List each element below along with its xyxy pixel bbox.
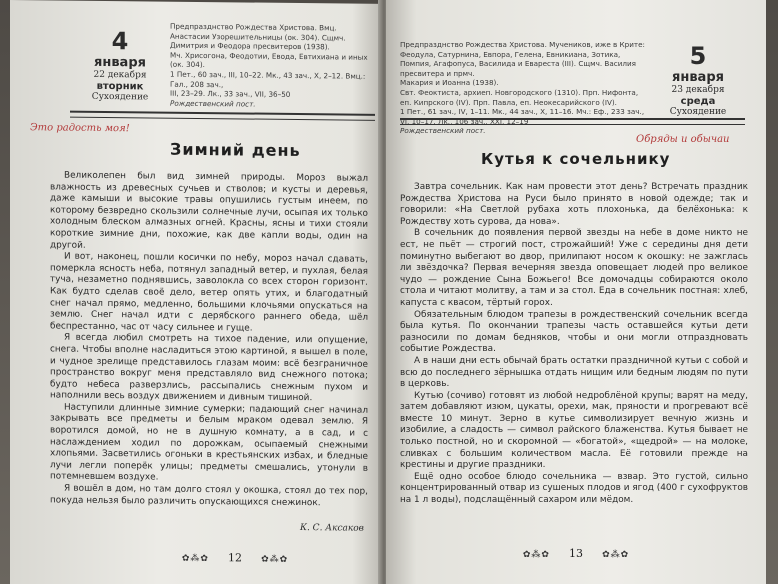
left-header-line: Мч. Хрисогона, Феодотии, Евода, Евтихиана и иных (ок. 304). — [170, 50, 368, 70]
right-header-line: Предпразднство Рождества Христова. Мучеников, иже в Крите: Феодула, Сатурнина, Евпора, Гелена, Евникиана, Зотика, Помпия, Агафопуса, Василида и Евареста (III). Сщмч. Василия пресвитера и прмч. — [400, 40, 645, 78]
right-paragraph: Ещё одно особое блюдо сочельника — взвар. Это густой, сильно концентрированный отвар из сушеных плодов и ягод (400 г сухофруктов на 1 л воды), подслащённый сахаром или мёдом. — [400, 471, 748, 506]
right-paragraph: А в наши дни есть обычай брать остатки праздничной кутьи с собой и всю до последнего зёрнышка отдать нищим или бедным людям по пути в церковь. — [400, 355, 748, 390]
left-paragraph: Я вошёл в дом, но там долго стоял у окошка, стоял до тех пор, покуда нельзя было различить опускающихся снежинок. — [50, 483, 368, 508]
right-paragraph: Завтра сочельник. Как нам провести этот день? Встречать праздник Рождества Христова на Руси было принято в новой одежде; так и говорили: «На Светлой рубаха хоть плохонька, да белёхонька: к Рождеству хоть сурова, да нова». — [400, 182, 748, 227]
left-author: К. С. Аксаков — [300, 523, 364, 534]
left-header-rule — [70, 111, 375, 121]
right-footer — [506, 542, 646, 561]
right-page-number: 13 — [569, 547, 583, 560]
left-date-month: января — [94, 54, 146, 71]
left-footer — [170, 546, 300, 566]
left-date-fasting: Сухоядение — [91, 91, 149, 103]
right-article-title: Кутья к сочельнику — [481, 150, 671, 168]
right-page — [386, 0, 766, 584]
right-paragraph: Обязательным блюдом трапезы в рождественский сочельник всегда была кутья. По окончании трапезы часть оставшейся кутьи дети разносили по домам бедняков, чтобы и они могли отпраздновать событие Рождества. — [400, 309, 748, 355]
right-date-block — [648, 42, 748, 118]
left-paragraph: Наступили длинные зимние сумерки; падающий снег начинал закрывать все предметы и белым мраком одевал землю. Я воротился домой, но не в душную комнату, а в сад, и с наслаждением ходил по дорожкам, осыпаемый снежными хлопьями. Засветились огоньки в крестьянских избах, и бледные лучи легли поперёк улицы; предметы смешались, утонули в потемневшем воздухе. — [50, 402, 368, 483]
left-header-line: 1 Пет., 60 зач., III, 10–22. Мк., 43 зач., Х, 2–12. Вмц.: Гал., 208 зач., — [170, 69, 366, 89]
footer-ornament-icon: ✿⁂✿ — [602, 550, 630, 560]
right-date-weekday: среда — [680, 96, 716, 107]
left-header-line: Рождественский пост. — [170, 98, 256, 109]
right-date-old: 23 декабря — [671, 85, 725, 95]
left-article-title: Зимний день — [170, 139, 301, 161]
left-date-block — [80, 27, 160, 104]
left-paragraph: Великолепен был вид зимней природы. Мороз выжал влажность из древесных сучьев и стволов; и кусты и деревья, даже камыши и высокие травы опушились густым инеем, по которому безвредно скользили солнечные лучи, осыпая их только холодным блеском алмазных огней. Красны, ясны и тихи стояли короткие зимние дни, похожие, как две капли воды, один на другой. — [50, 170, 368, 251]
left-header-text — [170, 22, 375, 110]
right-header-line: Свт. Феоктиста, архиеп. Новгородского (1310). Прп. Нифонта, еп. Кипрского (IV). Прп. Павла, еп. Неокесарийского (IV). — [400, 87, 639, 107]
right-paragraph: В сочельник до появления первой звезды на небе в доме никто не ест, не пьёт — строгий пост, строжайший! Уже с середины дня дети поминутно выбегают во двор, прилипают носом к окошку: не зажглась ли звёздочка? Первая вечерняя звезда оповещает людей про великое чудо — рождение Сына Божьего! Все домочадцы собираются около стола и читают молитву, а там и за стол. Еда в сочельник постная: хлеб, капуста с квасом, тёртый горох. — [400, 228, 748, 308]
footer-ornament-icon: ✿⁂✿ — [522, 550, 550, 560]
left-header-line: III, 23–29. Лк., 33 зач., VII, 36–50 — [170, 88, 291, 100]
footer-ornament-icon: ✿⁂✿ — [181, 553, 209, 565]
right-paragraph: Кутью (сочиво) готовят из любой недроблёной крупы; варят на меду, затем добавляют изюм, цукаты, орехи, мак, пряности и прогревают всё вместе 10 минут. Зерно в кутье символизирует вечную жизнь и изобилие, а сладость — символ райского блаженства. Кутья бывает не только постной, но и скоромной — «богатой», «щедрой» — на молоке, сливках с большим количеством масла. Её готовили прежде на крестины и другие праздники. — [400, 390, 748, 471]
right-header-line: Рождественский пост. — [400, 126, 486, 136]
left-page-number: 12 — [228, 551, 242, 565]
right-header-line: 1 Пет., 61 зач., IV, 1–11. Мк., 44 зач., X, 11–16. Мч.: Еф., 233 зач., VI, 10–17. Лк., 106 зач., XXI, 12–19 — [400, 107, 645, 126]
left-date-weekday: вторник — [96, 80, 144, 93]
right-article-body — [400, 182, 748, 507]
left-date-day: 4 — [111, 27, 129, 56]
right-date-month: января — [672, 70, 724, 85]
right-header-rule — [400, 118, 745, 125]
left-date-old: 22 декабря — [93, 69, 147, 81]
left-page — [10, 0, 382, 584]
right-section-label: Обряды и обычаи — [636, 134, 730, 145]
right-date-day: 5 — [689, 42, 707, 70]
footer-ornament-icon: ✿⁂✿ — [261, 554, 289, 565]
left-section-label: Это радость моя! — [30, 122, 130, 135]
right-header-line: Макария и Иоанна (1938). — [400, 78, 499, 88]
left-article-body — [50, 170, 368, 510]
right-date-fasting: Сухоядение — [669, 107, 727, 117]
left-paragraph: И вот, наконец, пошли косички по небу, мороз начал сдавать, померкла ясность неба, потянул западный ветер, и пухлая, белая туча, незаметно поднявшись, заволокла со всех сторон горизонт. Как будто сделав своё дело, ветер опять утих, и благодатный снег начал прямо, медленно, большими клочьями опускаться на землю. Снег начал идти с дерябского раннего обеда, шёл беспрестанно, час от часу сильнее и гуще. — [50, 251, 368, 334]
left-paragraph: Я всегда любил смотреть на тихое падение, или опущение, снега. Чтобы вполне насладиться этою картиной, я вышел в поле, и чудное зрелище представилось глазам моим: всё безграничное пространство вокруг меня представляло вид снежного потока; будто небеса разверзлись, рассыпались снежным пухом и наполнили весь воздух движением и дивным тишиной. — [50, 332, 368, 404]
left-header-line: Предпразднство Рождества Христова. Вмц. Анастасии Узорешительницы (ок. 304). Сщмч. Димитрия и Феодора пресвитеров (1938). — [170, 21, 346, 52]
